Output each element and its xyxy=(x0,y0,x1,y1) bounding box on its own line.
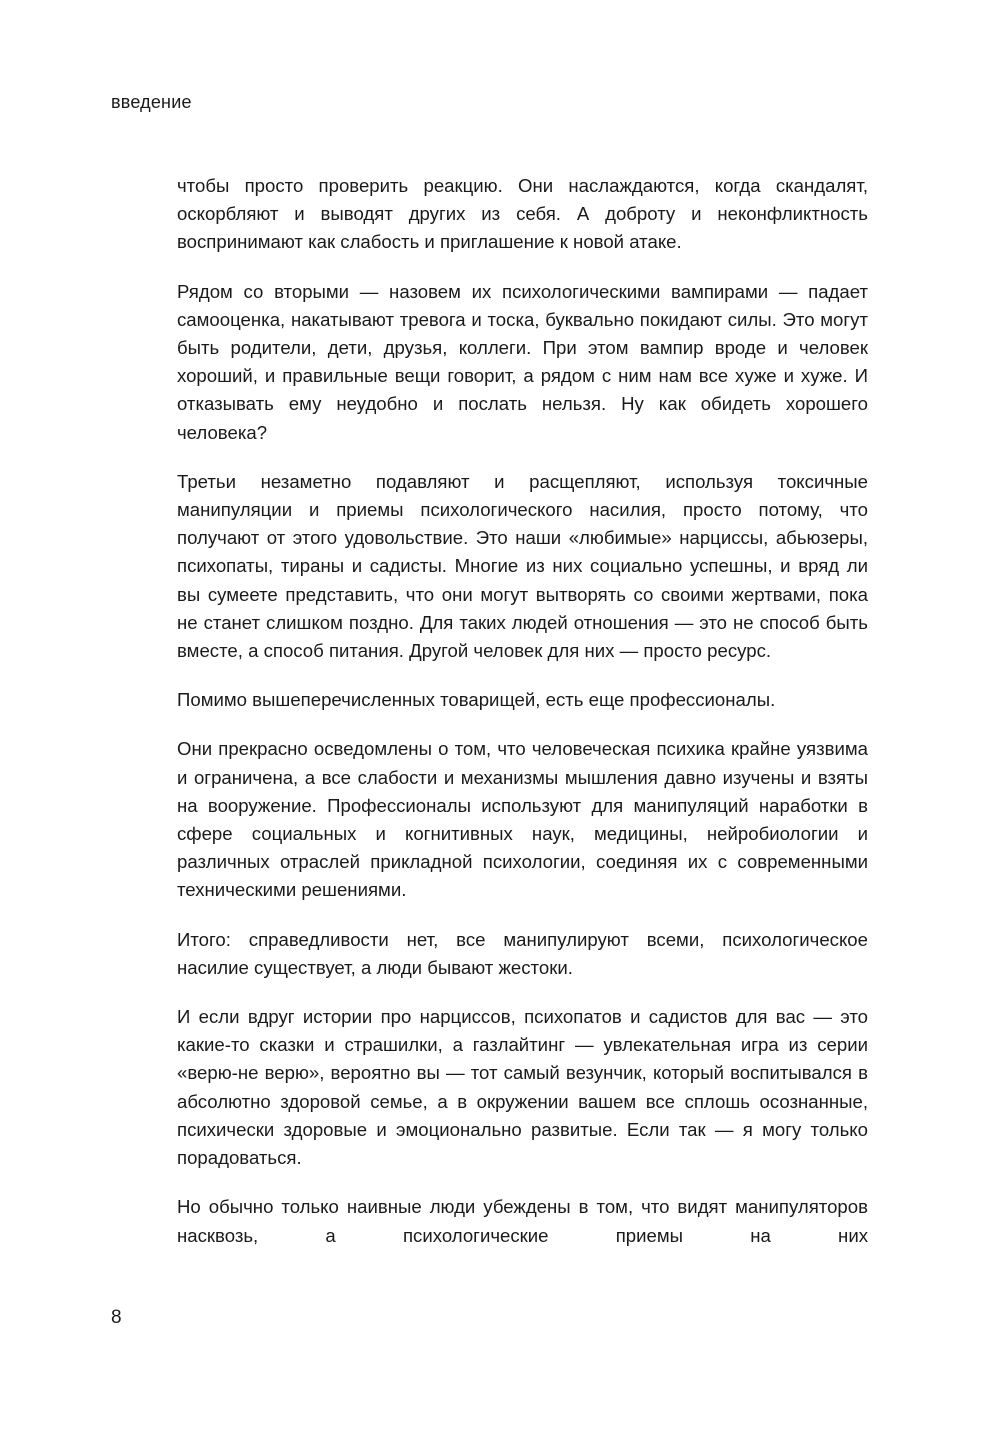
paragraph: чтобы просто проверить реакцию. Они наслаждаются, когда скандалят, оскорбляют и выводят других из себя. А доброту и неконфликтность воспринимают как слабость и приглашение к новой атаке. xyxy=(177,175,868,253)
paragraph: Итого: справедливости нет, все манипулируют всеми, психологическое насилие существует, а люди бывают жестоки. xyxy=(177,928,868,978)
paragraph: Рядом со вторыми — назовем их психологическими вампирами — падает самооценка, накатывают тревога и тоска, буквально покидают силы. Это могут быть родители, дети, друзья, коллеги. При этом вампир вроде и человек хороший, и правильные вещи говорит, а рядом с ним нам все хуже и хуже. И отказывать ему неудобно и послать нельзя. Ну как обидеть хорошего человека? xyxy=(177,280,868,443)
paragraph: Третьи незаметно подавляют и расщепляют, используя токсичные манипуляции и приемы психологического насилия, просто потому, что получают от этого удовольствие. Это наши «любимые» нарциссы, абьюзеры, психопаты, тираны и садисты. Многие из них социально успешны, и вряд ли вы сумеете представить, что они могут вытворять со своими жертвами, пока не станет слишком поздно. Для таких людей отношения — это не способ быть вместе, а способ питания. Другой человек для них — просто ресурс. xyxy=(177,470,868,662)
paragraph-continued: Но обычно только наивные люди убеждены в том, что видят манипуляторов насквозь, а психологические приемы на них xyxy=(177,1196,868,1246)
paragraph: Помимо вышеперечисленных товарищей, есть еще профессионалы. xyxy=(177,689,776,711)
page-number: 8 xyxy=(111,1307,122,1328)
paragraph: И если вдруг истории про нарциссов, психопатов и садистов для вас — это какие-то сказки и страшилки, а газлайтинг — увлекательная игра из серии «верю-не верю», вероятно вы — тот самый везунчик, который воспитывался в абсолютно здоровой семье, а в окружении вашем все сплошь осознанные, психически здоровые и эмоционально развитые. Если так — я могу только порадоваться. xyxy=(177,1006,868,1169)
paragraph: Они прекрасно осведомлены о том, что человеческая психика крайне уязвима и ограничена, а все слабости и механизмы мышления давно изучены и взяты на вооружение. Профессионалы используют для манипуляций наработки в сфере социальных и когнитивных наук, медицины, нейробиологии и различных отраслей прикладной психологии, соединяя их с современными техническими решениями. xyxy=(177,738,868,901)
body-text xyxy=(177,172,868,1271)
running-header-title: введение xyxy=(111,92,192,112)
